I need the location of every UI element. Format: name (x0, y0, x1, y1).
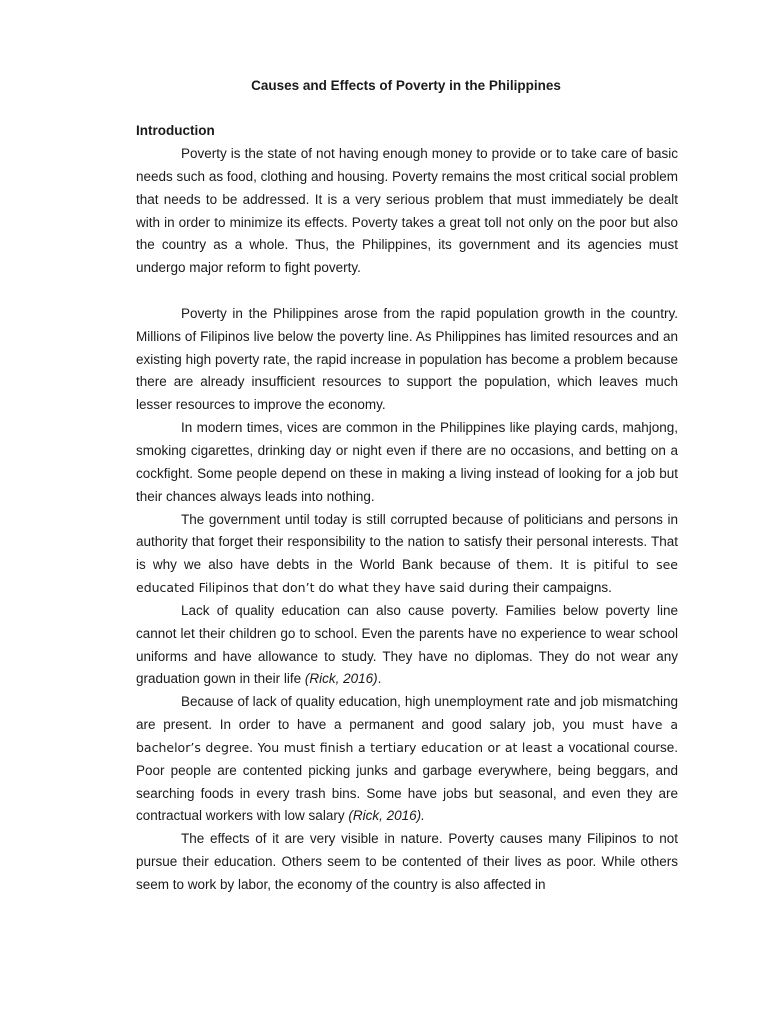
paragraph-vices: In modern times, vices are common in the Philippines like playing cards, mahjong, smoking cigarettes, drinking day or night even if there are no occasions, and betting on a cockfight. Some people depend on these in making a living instead of looking for a job but their chances always leads into nothing. (136, 420, 678, 504)
paragraph-unemployment (136, 691, 678, 828)
paragraph-government (136, 509, 678, 600)
citation: (Rick, 2016). (348, 808, 425, 824)
document-body (136, 143, 678, 897)
paragraph-intro: Poverty is the state of not having enough money to provide or to take care of basic needs such as food, clothing and housing. Poverty remains the most critical social problem that needs to be addressed. It is a very serious problem that must immediately be dealt with in order to minimize its effects. Poverty takes a great toll not only on the poor but also the country as a whole. Thus, the Philippines, its government and its agencies must undergo major reform to fight poverty. (136, 146, 678, 276)
paragraph-text-alt-font: must have a bachelor’s degree. You must finish a tertiary education or at least a (136, 717, 678, 755)
paragraph-education (136, 600, 678, 691)
paragraph-text: their campaigns. (509, 580, 612, 596)
paragraph-text: Because of lack of quality education, high unemployment rate and job mismatching are present. In order to have a permanent and good salary job, you (136, 694, 678, 733)
paragraph-text: . (377, 671, 382, 687)
paragraph-text: Lack of quality education can also cause poverty. Families below poverty line cannot let their children go to school. Even the parents have no experience to wear school uniforms and have allowance to study. They have no diplomas. They do not wear any graduation gown in their life (136, 602, 678, 687)
paragraph-text-alt-font: them. It is pitiful to see educated Filipinos that don’t do what they have said during (136, 557, 678, 596)
document-title: Causes and Effects of Poverty in the Philippines (251, 78, 561, 93)
paragraph-effects: The effects of it are very visible in nature. Poverty causes many Filipinos to not pursue their education. Others seem to be contented of their lives as poor. While others seem to work by labor, the economy of the country is also affected in (136, 831, 678, 892)
citation: (Rick, 2016) (304, 671, 378, 687)
section-heading: Introduction (136, 123, 215, 138)
paragraph-population: Poverty in the Philippines arose from the rapid population growth in the country. Millions of Filipinos live below the poverty line. As Philippines has limited resources and an existing high poverty rate, the rapid increase in population has become a problem because there are already insufficient resources to support the population, which leaves much lesser resources to improve the economy. (136, 305, 678, 413)
paragraph-text: The government until today is still corrupted because of politicians and persons in authority that forget their responsibility to the nation to satisfy their personal interests. That is why we also have debts in the World Bank because of (136, 511, 678, 573)
paragraph-text: vocational course. Poor people are contented picking junks and garbage everywhere, being beggars, and searching foods in every trash bins. Some have jobs but seasonal, and even they are contractual workers with low salary (136, 739, 679, 824)
